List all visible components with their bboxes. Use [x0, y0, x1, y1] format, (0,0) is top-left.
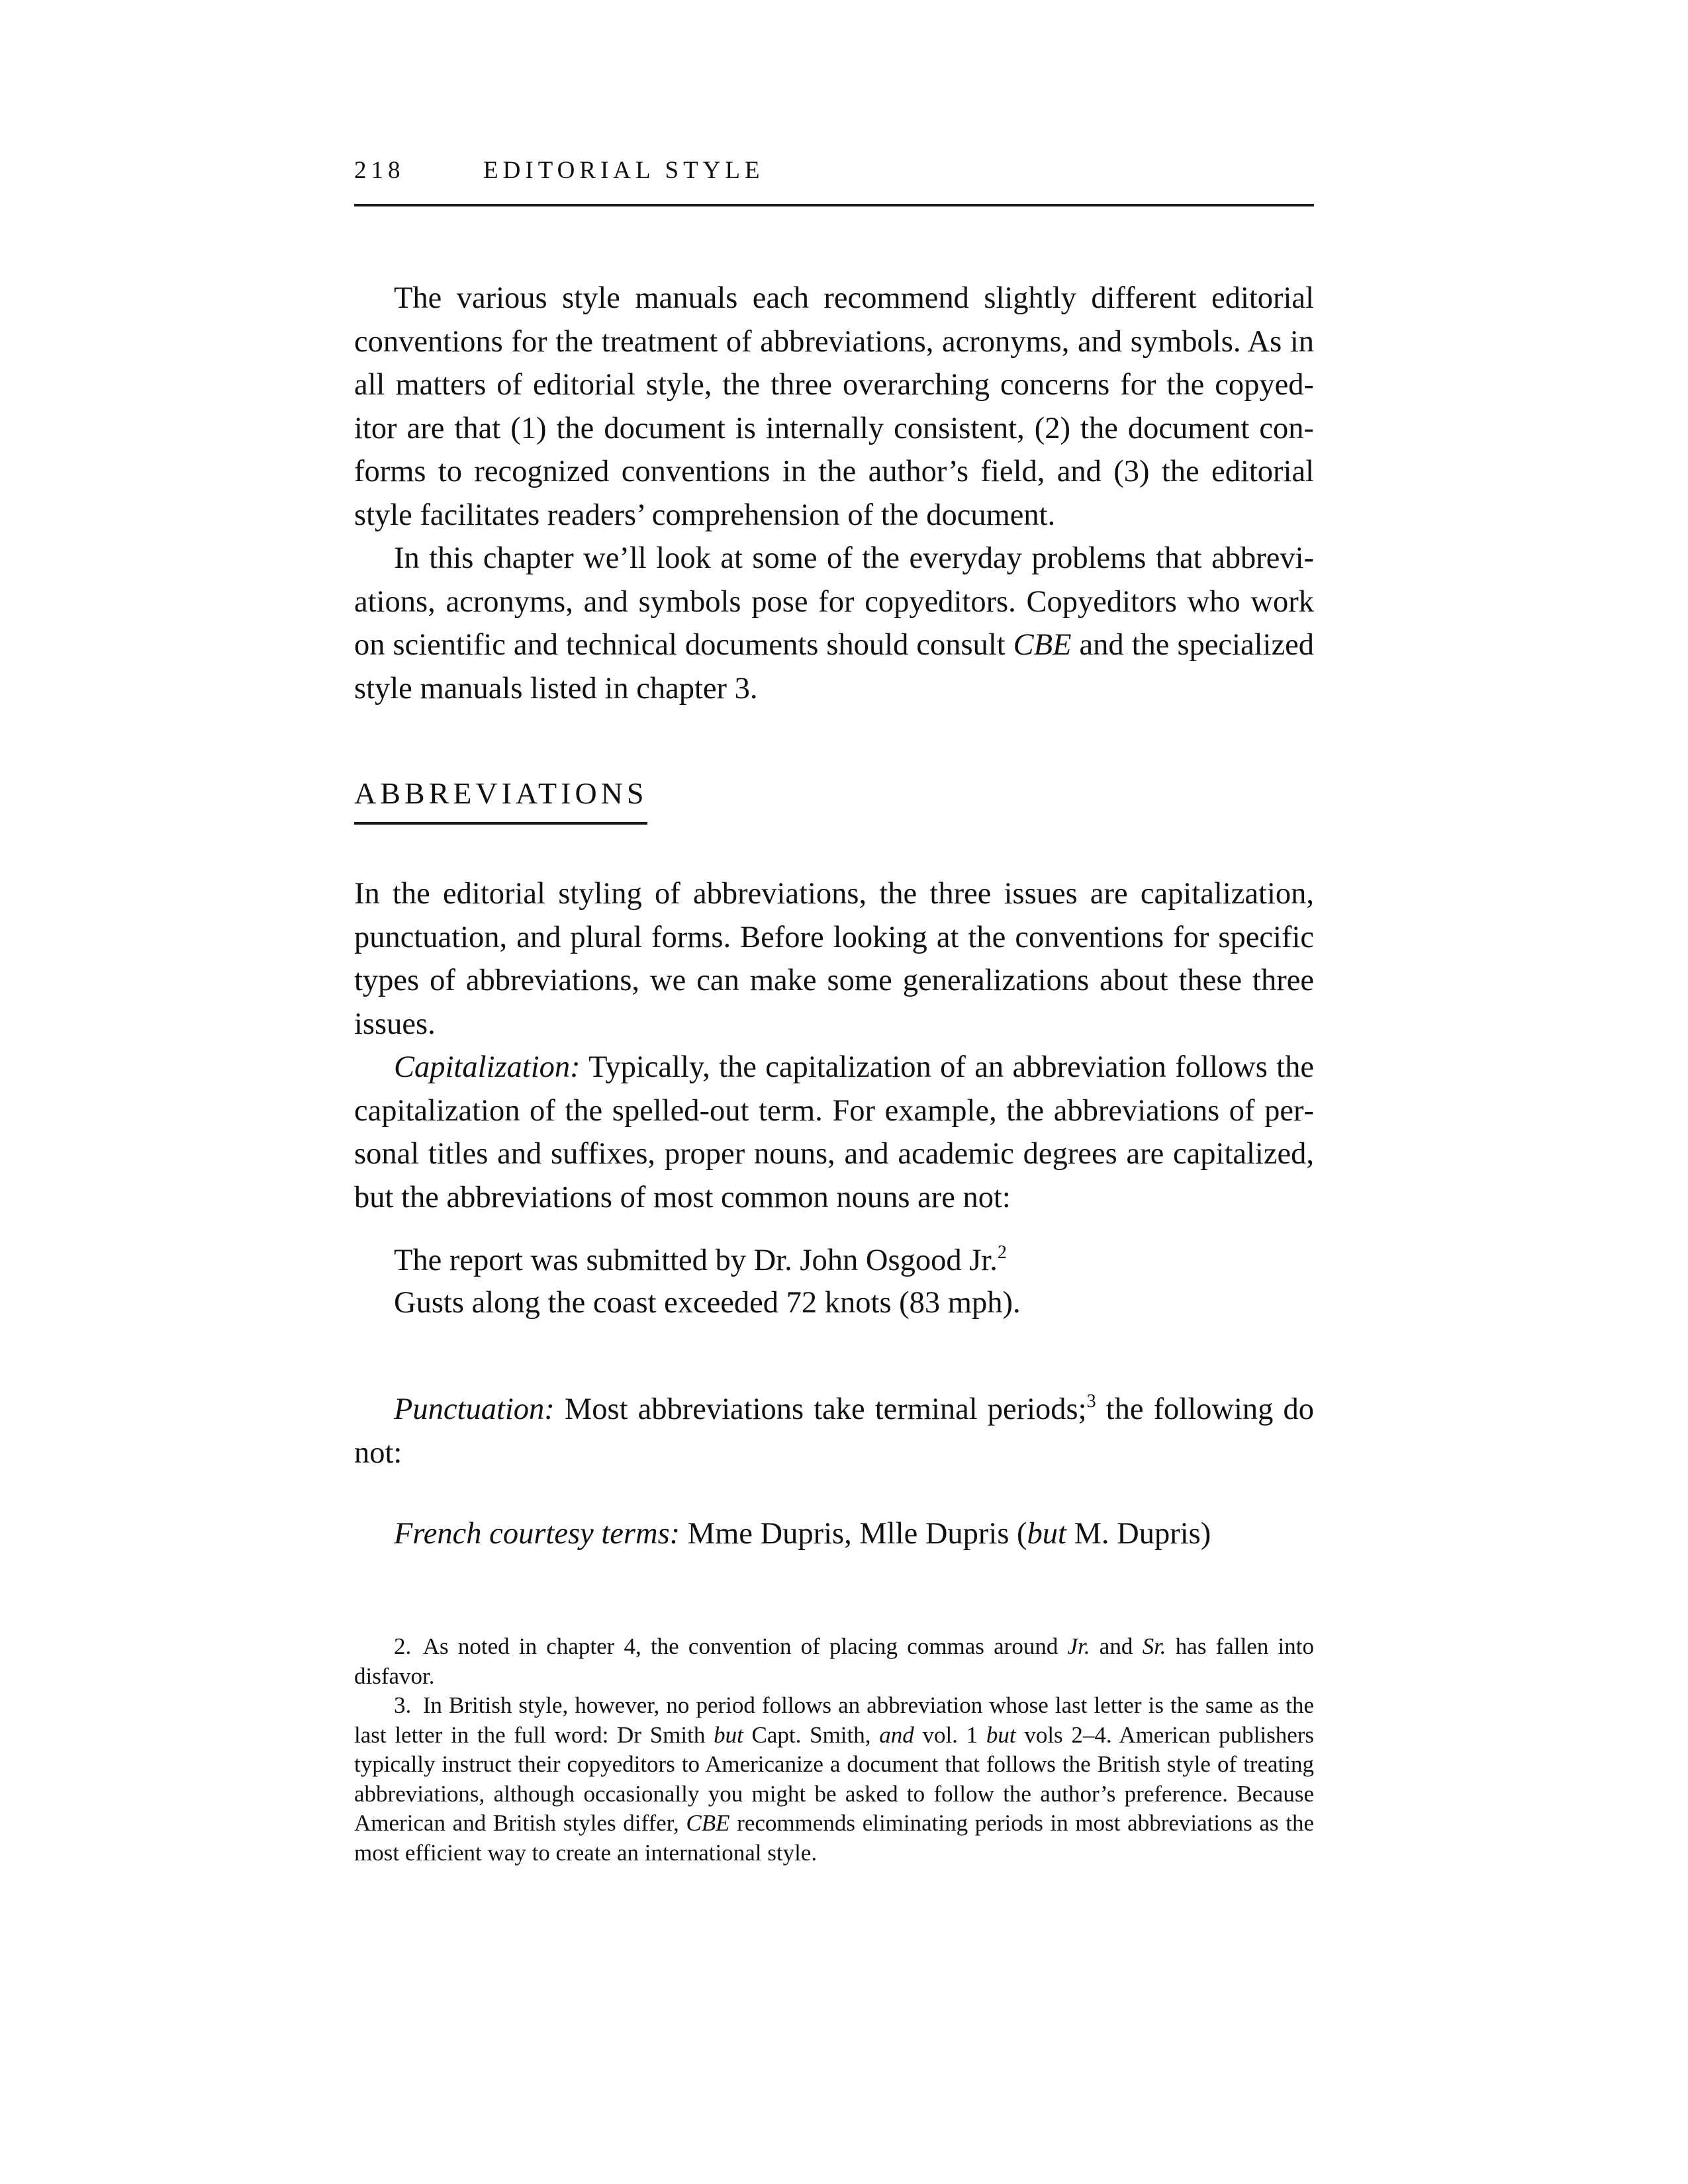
footnote-2: [354, 1632, 1314, 1691]
footnote-italic-text: CBE: [686, 1810, 730, 1836]
footnote-italic-text: but: [714, 1721, 743, 1748]
footnote-text: vol. 1: [914, 1721, 986, 1748]
footnote-italic-text: and: [879, 1721, 914, 1748]
french-text: Mme Dupris, Mlle Dupris (: [680, 1517, 1027, 1551]
footnote-text: has fallen into disfavor.: [354, 1633, 1314, 1689]
intro-p2-text: In this chapter we’ll look at some of the everyday problems that abbreviations, acronyms, and symbols pose for copyeditors. Copyeditors who work on scientific and technical documents should consult: [354, 541, 1314, 662]
punctuation-paragraph: [354, 1388, 1314, 1475]
footnote-ref-3[interactable]: 3: [1086, 1391, 1096, 1412]
capitalization-text: Typically, the capitalization of an abbreviation follows the capitalization of the spelled-out term. For example, the abbreviations of personal titles and suffixes, proper nouns, and academic degrees are capitalized, but the abbreviations of most common nouns are not:: [354, 1050, 1314, 1214]
punctuation-body: [354, 1388, 1314, 1475]
example-sentence-2: [394, 1281, 1021, 1324]
punctuation-label: Punctuation:: [394, 1392, 555, 1426]
running-head-title: EDITORIAL STYLE: [483, 157, 765, 184]
cbe-reference: CBE: [1013, 628, 1072, 662]
intro-paragraph-1: The various style manuals each recommend slightly different editorial conventions for the treatment of abbreviations, acronyms, and symbols. As in all matters of editorial style, the three overarching concerns for the copyeditor are that (1) the document is internally consistent, (2) the document conforms to recognized conventions in the author’s field, and (3) the editorial style facilitates readers’ comprehension of the document.: [354, 281, 1314, 532]
punctuation-text: Most abbreviations take terminal periods;: [554, 1392, 1087, 1426]
intro-p2-text-end: and the specialized style manuals listed in chapter 3.: [354, 628, 1314, 705]
abbreviations-body: [354, 872, 1314, 1219]
intro-text: [354, 277, 1314, 710]
footnote-number: 2.: [394, 1633, 423, 1659]
footnote-italic-text: but: [986, 1721, 1016, 1748]
footnote-3: [354, 1691, 1314, 1868]
footnote-ref-2[interactable]: 2: [997, 1242, 1007, 1263]
abbreviations-paragraph-1: In the editorial styling of abbreviations, the three issues are capitalization, punctuation, and plural forms. Before looking at the conventions for specific types of abbreviations, we can make some generalizations about these three issues.: [354, 877, 1314, 1041]
footnotes: [354, 1632, 1314, 1868]
footnote-italic-text: Jr.: [1067, 1633, 1090, 1659]
example-text: The report was submitted by Dr. John Osgood Jr.: [394, 1244, 998, 1277]
intro-paragraph-2: [354, 537, 1314, 710]
french-label: French courtesy terms:: [394, 1517, 680, 1551]
footnote-number: 3.: [394, 1692, 423, 1718]
punctuation-text-end: the following do not:: [354, 1392, 1314, 1470]
example-sentence-1: [394, 1239, 1007, 1282]
page-number: 218: [354, 157, 405, 184]
capitalization-paragraph: [354, 1046, 1314, 1219]
example-text: Gusts along the coast exceeded 72 knots (83 mph).: [394, 1286, 1021, 1320]
footnote-text: As noted in chapter 4, the convention of placing commas around: [422, 1633, 1068, 1659]
footnote-text: recommends eliminating periods in most abbreviations as the most efficient way to create an international style.: [354, 1810, 1314, 1866]
capitalization-label: Capitalization:: [394, 1050, 581, 1084]
footnote-italic-text: Sr.: [1142, 1633, 1166, 1659]
footnote-text: vols 2–4. American publishers typically instruct their copyeditors to Americanize a document that follows the British style of treating abbreviations, although occasionally you might be asked to follow the author’s preference. Because American and British styles differ,: [354, 1721, 1314, 1836]
section-heading: ABBREVIATIONS: [354, 776, 647, 825]
footnote-text: In British style, however, no period follows an abbreviation whose last letter is the same as the last letter in the full word: Dr Smith: [354, 1692, 1314, 1748]
running-head: [354, 158, 1314, 206]
french-courtesy-example: [394, 1512, 1211, 1555]
french-italic-but: but: [1027, 1517, 1066, 1551]
footnote-text: Capt. Smith,: [743, 1721, 880, 1748]
footnote-text: and: [1090, 1633, 1143, 1659]
french-text-end: M. Dupris): [1066, 1517, 1211, 1551]
